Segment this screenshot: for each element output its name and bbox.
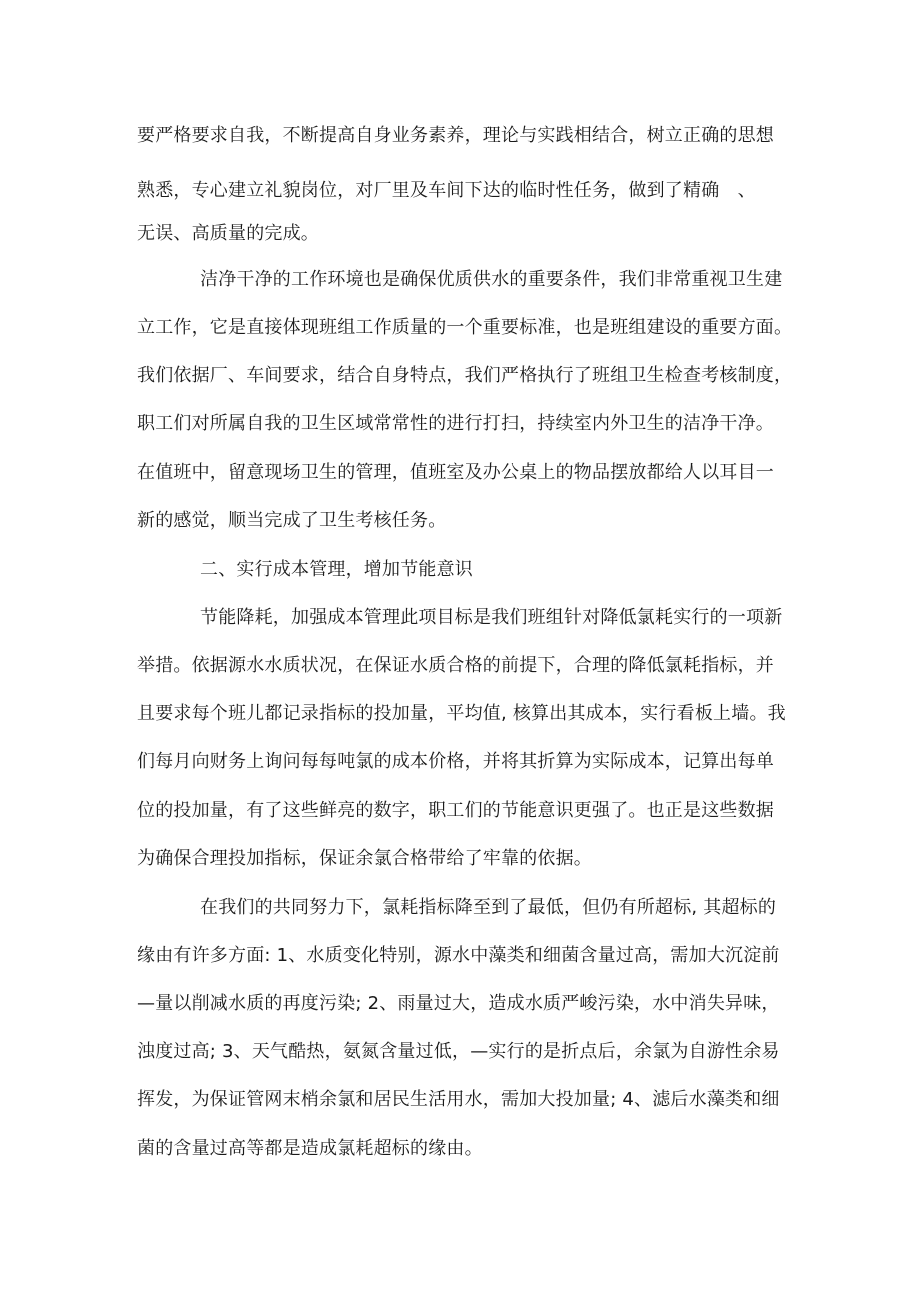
section-heading: 二、实行成本管理，增加节能意识	[200, 559, 473, 580]
text-line: 为确保合理投加指标，保证余氯合格带给了牢靠的依据。	[137, 848, 592, 869]
text-line: 我们依据厂、车间要求，结合自身特点，我们严格执行了班组卫生检查考核制度，	[137, 365, 793, 386]
text-line: 要严格要求自我，不断提高自身业务素养，理论与实践相结合，树立正确的思想	[137, 125, 774, 146]
paragraph-start-line: 洁净干净的工作环境也是确保优质供水的重要条件，我们非常重视卫生建	[200, 269, 783, 290]
text-line: 立工作，它是直接体现班组工作质量的一个重要标准，也是班组建设的重要方面。	[137, 317, 793, 338]
text-line: 在值班中，留意现场卫生的管理，值班室及办公桌上的物品摆放都给人以耳目一	[137, 462, 774, 483]
text-line: 缘由有许多方面: 1、水质变化特别，源水中藻类和细菌含量过高，需加大沉淀前	[137, 945, 780, 966]
text-line: 无误、高质量的完成。	[137, 223, 319, 244]
paragraph-start-line: 节能降耗，加强成本管理此项目标是我们班组针对降低氯耗实行的一项新	[200, 607, 783, 628]
text-line: 且要求每个班儿都记录指标的投加量，平均值, 核算出其成本，实行看板上墙。我	[137, 703, 786, 724]
paragraph-start-line: 在我们的共同努力下，氯耗指标降至到了最低，但仍有所超标, 其超标的	[200, 897, 777, 918]
text-line: 举措。依据源水水质状况，在保证水质合格的前提下，合理的降低氯耗指标，并	[137, 655, 774, 676]
text-line: 位的投加量，有了这些鲜亮的数字，职工们的节能意识更强了。也正是这些数据	[137, 800, 774, 821]
text-line: 挥发，为保证管网末梢余氯和居民生活用水，需加大投加量; 4、滤后水藻类和细	[137, 1089, 780, 1110]
text-line: 们每月向财务上询问每每吨氯的成本价格，并将其折算为实际成本，记算出每单	[137, 751, 774, 772]
text-line: 职工们对所属自我的卫生区域常常性的进行打扫，持续室内外卫生的洁净干净。	[137, 413, 774, 434]
text-line: —量以削减水质的再度污染; 2、雨量过大，造成水质严峻污染，水中消失异味，	[137, 993, 780, 1014]
text-line: 浊度过高; 3、天气酷热，氨氮含量过低，—实行的是折点后，余氯为自游性余易	[137, 1041, 780, 1062]
text-line: 熟悉，专心建立礼貌岗位，对厂里及车间下达的临时性任务，做到了精确 、	[137, 180, 756, 201]
text-line: 新的感觉，顺当完成了卫生考核任务。	[137, 510, 447, 531]
text-line: 菌的含量过高等都是造成氯耗超标的缘由。	[137, 1138, 483, 1159]
